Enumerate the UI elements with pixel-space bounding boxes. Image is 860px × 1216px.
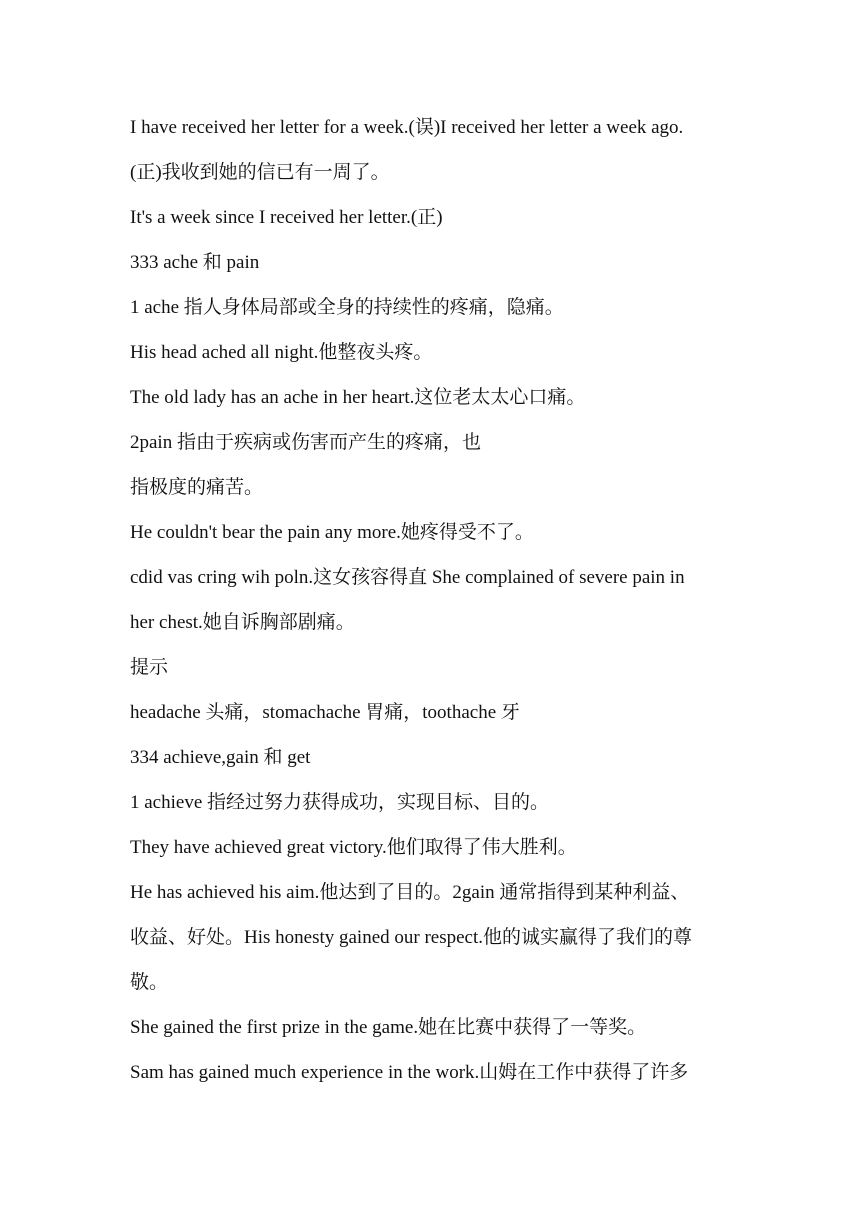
text-line: It's a week since I received her letter.(正): [130, 207, 443, 228]
text-line: He has achieved his aim.他达到了目的。2gain 通常指得到某种利益、: [130, 882, 690, 903]
section-heading: 333 ache 和 pain: [130, 252, 260, 273]
text-line: I have received her letter for a week.(误)I received her letter a week ago.: [130, 117, 684, 138]
text-line: cdid vas cring wih poln.这女孩容得直 She complained of severe pain in: [130, 567, 685, 588]
section-heading: 334 achieve,gain 和 get: [130, 747, 311, 768]
text-line: 1 ache 指人身体局部或全身的持续性的疼痛，隐痛。: [130, 297, 564, 318]
text-line: her chest.她自诉胸部剧痛。: [130, 612, 355, 633]
text-line: 1 achieve 指经过努力获得成功，实现目标、目的。: [130, 792, 550, 813]
text-line: They have achieved great victory.他们取得了伟大胜利。: [130, 837, 577, 858]
text-line: Sam has gained much experience in the work.山姆在工作中获得了许多: [130, 1062, 689, 1083]
note-heading: 提示: [130, 657, 169, 678]
text-line: He couldn't bear the pain any more.她疼得受不了。: [130, 522, 534, 543]
text-line: 敬。: [130, 972, 169, 993]
text-line: 指极度的痛苦。: [130, 477, 264, 498]
text-line: The old lady has an ache in her heart.这位老太太心口痛。: [130, 387, 586, 408]
text-line: She gained the first prize in the game.她在比赛中获得了一等奖。: [130, 1017, 647, 1038]
text-line: (正)我收到她的信已有一周了。: [130, 162, 390, 183]
text-line: 收益、好处。His honesty gained our respect.他的诚实赢得了我们的尊: [130, 927, 693, 948]
text-line: headache 头痛，stomachache 胃痛，toothache 牙: [130, 702, 520, 723]
text-line: His head ached all night.他整夜头疼。: [130, 342, 433, 363]
text-line: 2pain 指由于疾病或伤害而产生的疼痛，也: [130, 432, 481, 453]
